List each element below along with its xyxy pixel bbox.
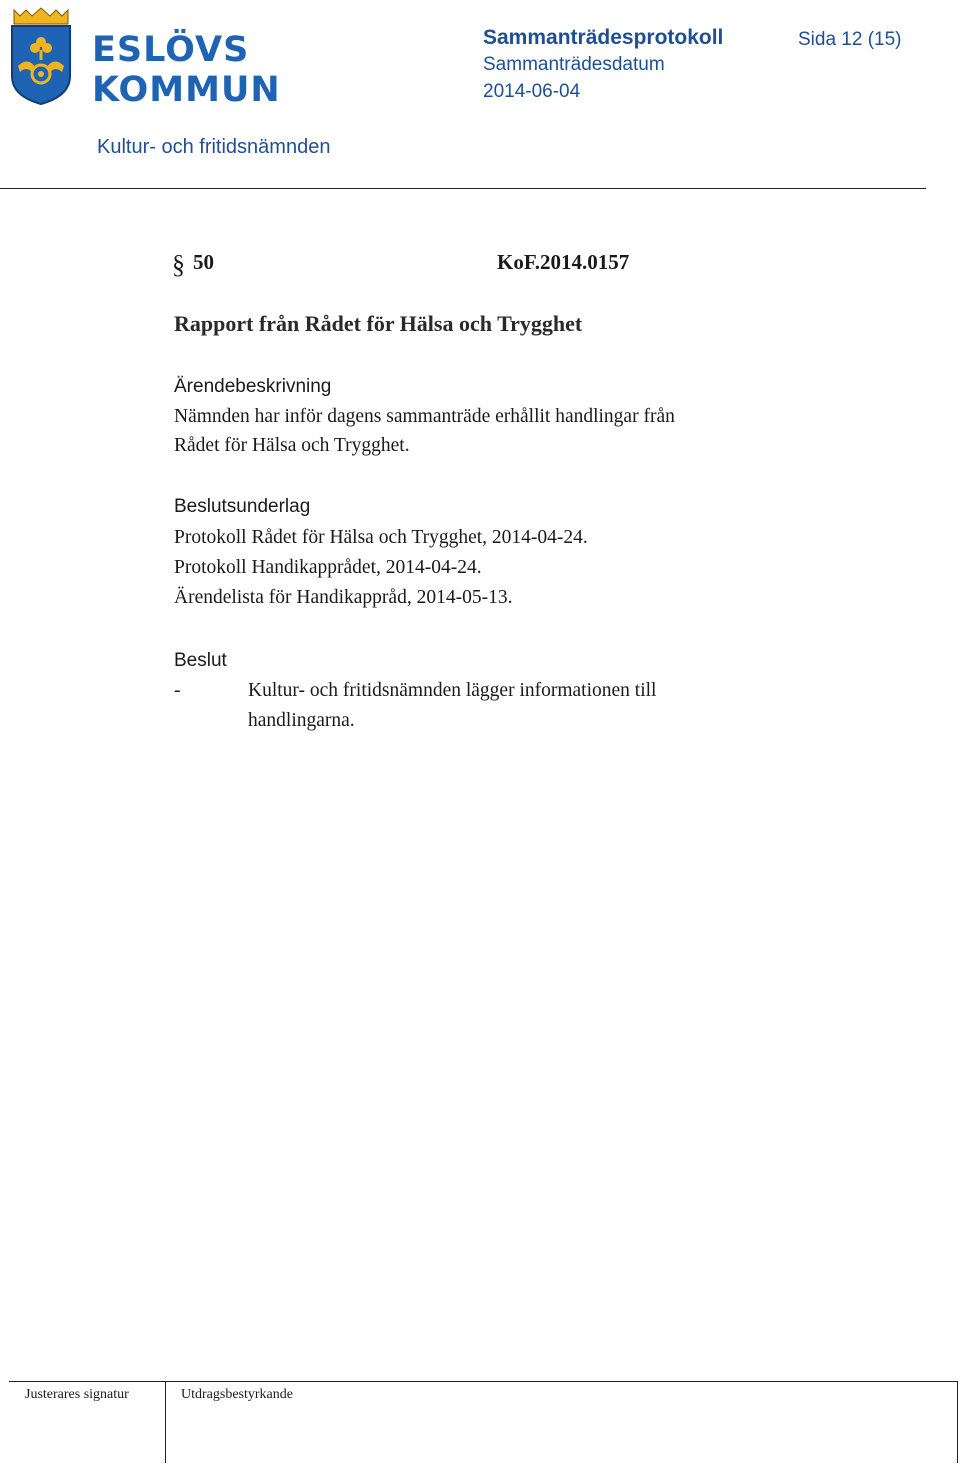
committee-name: Kultur- och fritidsnämnden	[97, 136, 331, 158]
decision-line: Kultur- och fritidsnämnden lägger informationen till	[248, 680, 657, 701]
decision-heading: Beslut	[174, 650, 227, 671]
protocol-title: Sammanträdesprotokoll	[483, 26, 724, 49]
description-line: Rådet för Hälsa och Trygghet.	[174, 435, 410, 456]
basis-heading: Beslutsunderlag	[174, 496, 311, 517]
basis-line: Protokoll Rådet för Hälsa och Trygghet, 2014-04-24.	[174, 527, 588, 548]
meeting-date-label: Sammanträdesdatum	[483, 54, 665, 75]
paragraph-number: 50	[193, 250, 214, 274]
description-heading: Ärendebeskrivning	[174, 376, 332, 397]
basis-line: Ärendelista för Handikappråd, 2014-05-13.	[174, 587, 513, 608]
page-number: Sida 12 (15)	[798, 29, 902, 50]
wordmark-line-2: KOMMUN	[92, 70, 281, 110]
paragraph-symbol: §	[172, 250, 185, 279]
municipality-wordmark	[92, 30, 281, 110]
decision-line: handlingarna.	[248, 710, 355, 731]
meeting-date-value: 2014-06-04	[483, 81, 581, 102]
footer-right-border	[957, 1381, 958, 1463]
signature-label: Justerares signatur	[25, 1387, 129, 1402]
footer-divider	[165, 1381, 166, 1463]
municipality-crest-logo	[8, 6, 74, 106]
header-divider	[0, 188, 926, 189]
footer-signature-box	[9, 1381, 957, 1464]
case-number: KoF.2014.0157	[497, 250, 630, 274]
description-line: Nämnden har inför dagens sammanträde erhållit handlingar från	[174, 406, 675, 427]
extract-label: Utdragsbestyrkande	[181, 1387, 293, 1402]
basis-line: Protokoll Handikapprådet, 2014-04-24.	[174, 557, 482, 578]
item-title: Rapport från Rådet för Hälsa och Trygghet	[174, 311, 583, 336]
wordmark-line-1: ESLÖVS	[92, 30, 250, 70]
decision-bullet: -	[174, 680, 181, 701]
